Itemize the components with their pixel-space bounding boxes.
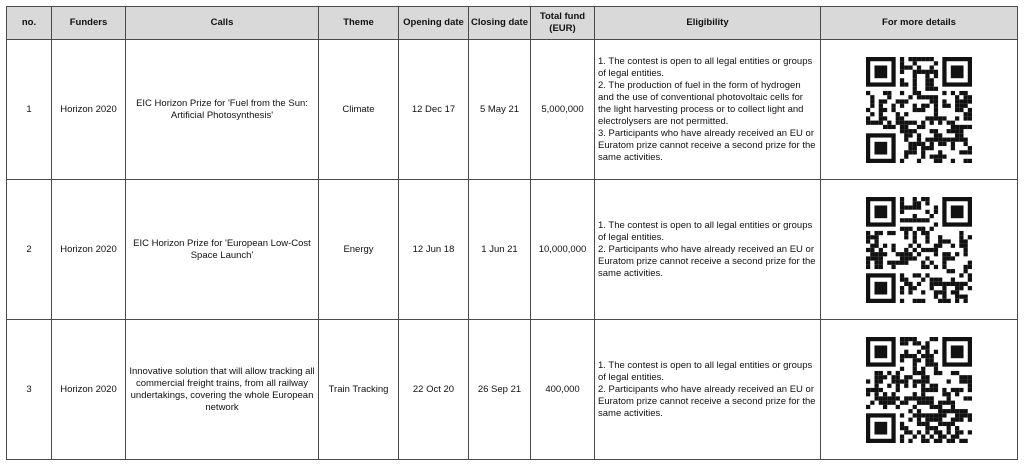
header-theme: Theme — [319, 7, 399, 40]
cell-call: EIC Horizon Prize for 'European Low-Cost Space Launch' — [126, 180, 319, 320]
funding-calls-table — [6, 6, 1018, 460]
cell-opening-date: 22 Oct 20 — [399, 320, 469, 460]
qr-code-icon[interactable] — [866, 57, 972, 163]
cell-theme: Energy — [319, 180, 399, 320]
eligibility-item: 1. The contest is open to all legal entities or groups of legal entities. — [598, 55, 813, 79]
cell-total-fund: 400,000 — [531, 320, 595, 460]
cell-eligibility — [595, 180, 821, 320]
header-details: For more details — [821, 7, 1018, 40]
cell-details — [821, 40, 1018, 180]
header-opening-date: Opening date — [399, 7, 469, 40]
eligibility-item: 2. Participants who have already received an EU or Euratom prize cannot receive a second prize for the same activities. — [598, 383, 816, 419]
cell-theme: Climate — [319, 40, 399, 180]
cell-funder: Horizon 2020 — [52, 40, 126, 180]
cell-details — [821, 180, 1018, 320]
eligibility-item: 1. The contest is open to all legal entities or groups of legal entities. — [598, 219, 813, 243]
table-row — [7, 320, 1018, 460]
cell-eligibility — [595, 40, 821, 180]
cell-details — [821, 320, 1018, 460]
cell-no: 1 — [7, 40, 52, 180]
header-closing-date: Closing date — [469, 7, 531, 40]
cell-call: Innovative solution that will allow tracking all commercial freight trains, from all railway undertakings, covering the whole European network — [126, 320, 319, 460]
header-no: no. — [7, 7, 52, 40]
header-total-fund: Total fund (EUR) — [531, 7, 595, 40]
header-calls: Calls — [126, 7, 319, 40]
cell-eligibility — [595, 320, 821, 460]
header-funders: Funders — [52, 7, 126, 40]
cell-no: 2 — [7, 180, 52, 320]
cell-total-fund: 5,000,000 — [531, 40, 595, 180]
cell-opening-date: 12 Dec 17 — [399, 40, 469, 180]
eligibility-item: 2. The production of fuel in the form of hydrogen and the use of conventional photovoltaic cells for the light harvesting process or to collect light and electrolysers are not permitted. — [598, 79, 804, 127]
cell-theme: Train Tracking — [319, 320, 399, 460]
qr-code-icon[interactable] — [866, 197, 972, 303]
cell-total-fund: 10,000,000 — [531, 180, 595, 320]
cell-call: EIC Horizon Prize for 'Fuel from the Sun: Artificial Photosynthesis' — [126, 40, 319, 180]
table-row — [7, 40, 1018, 180]
eligibility-item: 1. The contest is open to all legal entities or groups of legal entities. — [598, 359, 813, 383]
cell-closing-date: 5 May 21 — [469, 40, 531, 180]
cell-closing-date: 1 Jun 21 — [469, 180, 531, 320]
cell-closing-date: 26 Sep 21 — [469, 320, 531, 460]
header-eligibility: Eligibility — [595, 7, 821, 40]
eligibility-item: 2. Participants who have already received an EU or Euratom prize cannot receive a second prize for the same activities. — [598, 243, 816, 279]
header-row — [7, 7, 1018, 40]
eligibility-item: 3. Participants who have already received an EU or Euratom prize cannot receive a second prize for the same activities. — [598, 127, 816, 163]
cell-no: 3 — [7, 320, 52, 460]
table-row — [7, 180, 1018, 320]
qr-code-icon[interactable] — [866, 337, 972, 443]
cell-funder: Horizon 2020 — [52, 180, 126, 320]
cell-funder: Horizon 2020 — [52, 320, 126, 460]
cell-opening-date: 12 Jun 18 — [399, 180, 469, 320]
